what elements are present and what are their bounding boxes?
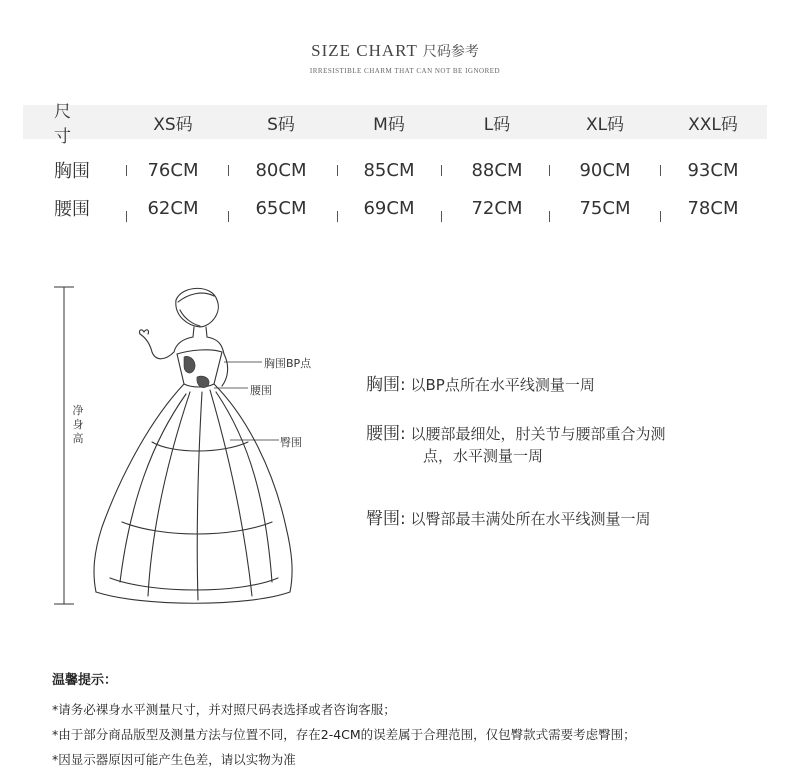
dress-measurement-figure — [52, 282, 342, 612]
column-header-l: L码 — [483, 114, 511, 135]
note-text: 以BP点所在水平线测量一周 — [410, 376, 595, 394]
note-text: 以腰部最细处，肘关节与腰部重合为测 — [410, 425, 666, 443]
page-title — [0, 41, 790, 61]
height-label-char: 身 — [72, 418, 84, 431]
column-header-s: S码 — [267, 114, 295, 135]
page-subtitle: IRRESISTIBLE CHARM THAT CAN NOT BE IGNORED — [309, 67, 501, 75]
table-cell: 78CM — [687, 197, 739, 219]
title-cn: 尺码参考 — [422, 44, 479, 60]
size-table — [23, 102, 767, 227]
table-cell: 93CM — [687, 159, 739, 181]
note-hip — [366, 508, 651, 530]
column-divider — [549, 165, 550, 176]
row-label-bust: 胸围 — [54, 161, 90, 182]
table-cell: 88CM — [471, 159, 523, 181]
column-header-xs: XS码 — [153, 114, 193, 135]
note-key: 胸围: — [366, 375, 406, 395]
table-cell: 62CM — [147, 197, 199, 219]
table-row — [23, 189, 767, 227]
column-header-m: M码 — [373, 114, 405, 135]
tips-section — [52, 669, 636, 772]
size-table-header — [23, 102, 767, 147]
note-waist — [366, 423, 666, 467]
tip-line: *因显示器原因可能产生色差，请以实物为准 — [52, 752, 296, 767]
height-label-char: 高 — [72, 432, 84, 445]
row-label-waist: 腰围 — [54, 199, 90, 220]
column-header-xxl: XXL码 — [688, 114, 738, 135]
tip-line: *请务必裸身水平测量尺寸，并对照尺码表选择或者咨询客服； — [52, 702, 396, 717]
tips-heading: 温馨提示： — [52, 673, 118, 688]
table-cell: 90CM — [579, 159, 631, 181]
note-bust — [366, 374, 595, 396]
column-header-size: 尺 寸 — [54, 102, 85, 147]
height-label — [70, 404, 86, 446]
table-cell: 80CM — [255, 159, 307, 181]
column-header-xl: XL码 — [585, 114, 625, 135]
table-row — [23, 151, 767, 189]
title-en: SIZE CHART — [311, 41, 418, 60]
figure-label-hip: 臀围 — [280, 436, 302, 449]
note-text-continued: 点，水平测量一周 — [423, 447, 544, 465]
note-key: 腰围: — [366, 424, 406, 444]
note-key: 臀围: — [366, 509, 406, 529]
table-cell: 69CM — [363, 197, 415, 219]
figure-label-bust: 胸围BP点 — [264, 357, 312, 370]
table-cell: 75CM — [579, 197, 631, 219]
table-cell: 65CM — [255, 197, 307, 219]
column-divider — [441, 211, 442, 222]
table-cell: 76CM — [147, 159, 199, 181]
note-text: 以臀部最丰满处所在水平线测量一周 — [410, 510, 651, 528]
height-label-char: 净 — [72, 404, 84, 417]
table-cell: 72CM — [471, 197, 523, 219]
figure-label-waist: 腰围 — [250, 384, 272, 397]
tip-line: *由于部分商品版型及测量方法与位置不同，存在2-4CM的误差属于合理范围，仅包臀款式需要考虑臀围； — [52, 727, 636, 742]
column-divider — [441, 165, 442, 176]
table-cell: 85CM — [363, 159, 415, 181]
column-divider — [549, 211, 550, 222]
